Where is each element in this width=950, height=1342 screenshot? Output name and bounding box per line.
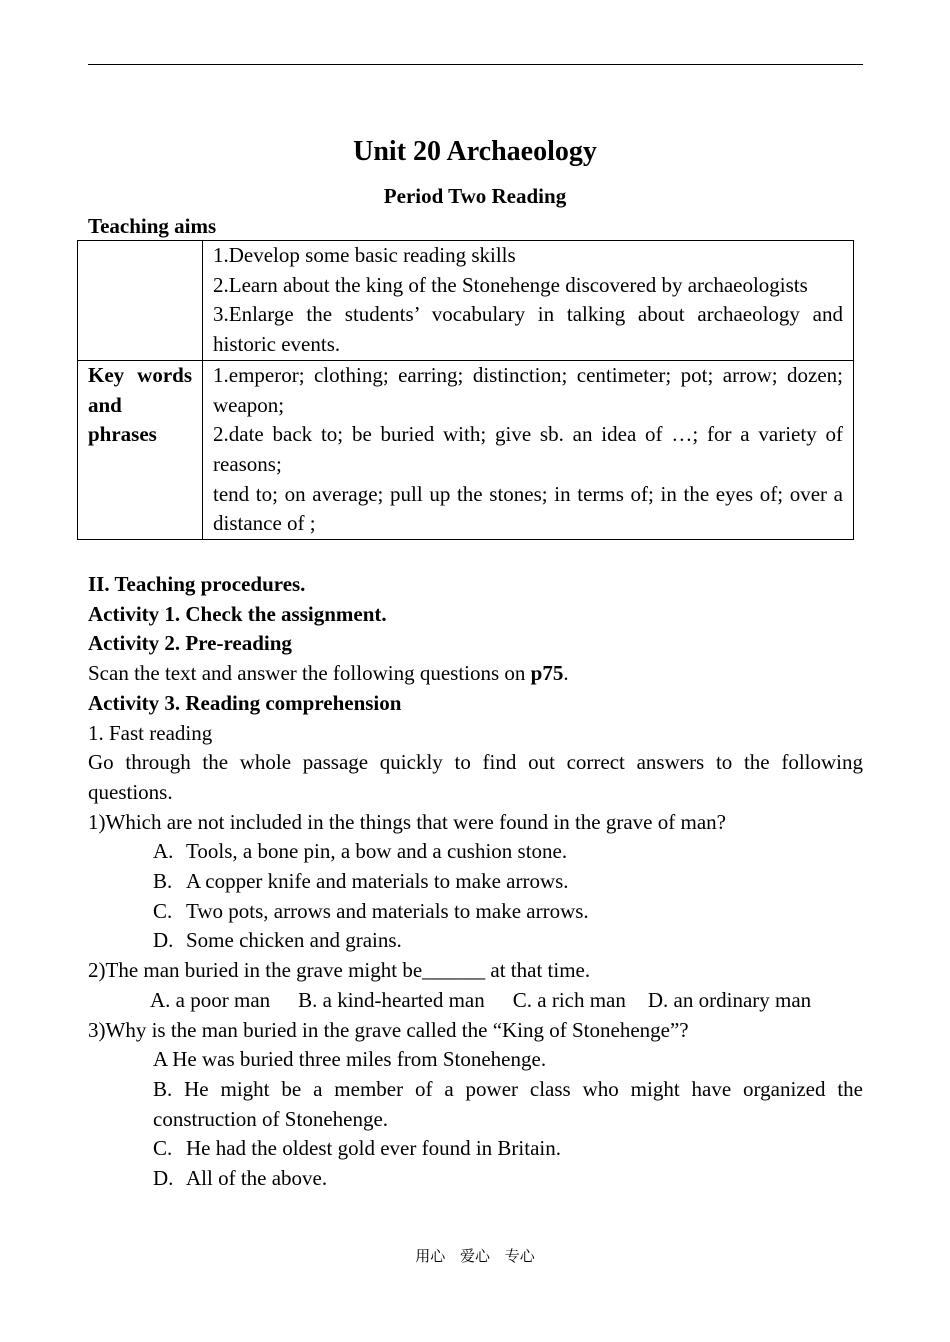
activity-2-heading: Activity 2. Pre-reading: [88, 631, 292, 656]
q3-option-c: C. He had the oldest gold ever found in Britain.: [153, 1136, 561, 1161]
q2-option-a: A. a poor man: [150, 987, 271, 1012]
question-1: 1)Which are not included in the things that were found in the grave of man?: [88, 809, 726, 834]
aims-row: [78, 241, 854, 361]
document-title: Unit 20 Archaeology: [353, 136, 597, 167]
q3-option-d: D. All of the above.: [153, 1166, 328, 1191]
q1-option-b: B. A copper knife and materials to make arrows.: [153, 869, 569, 894]
key-words-row: [78, 360, 854, 539]
q1-option-c: C. Two pots, arrows and materials to make arrows.: [153, 898, 589, 923]
page-footer: 用心 爱心 专心: [415, 1247, 535, 1265]
q2-options: [88, 986, 863, 1016]
q2-option-d: D. an ordinary man: [647, 987, 812, 1012]
aims-content-cell: [203, 241, 854, 361]
scan-instruction: [88, 659, 863, 689]
q3-option-a: A He was buried three miles from Stonehenge.: [153, 1047, 547, 1072]
q2-option-c: C. a rich man: [512, 987, 626, 1012]
aim-item: 2.Learn about the king of the Stonehenge discovered by archaeologists: [213, 272, 808, 297]
aim-item: 3.Enlarge the students’ vocabulary in talking about archaeology and historic events.: [213, 302, 843, 357]
aims-label-cell: [78, 241, 203, 361]
scan-text: Scan the text and answer the following questions on: [88, 661, 531, 686]
procedures-heading: II. Teaching procedures.: [88, 572, 306, 596]
scan-page-ref: p75: [530, 661, 564, 686]
aim-item: 1.Develop some basic reading skills: [213, 243, 516, 267]
fast-reading-instruction: Go through the whole passage quickly to find out correct answers to the following questions.: [88, 750, 863, 804]
key-words-label: Key words and phrases: [78, 360, 203, 539]
scan-end: .: [563, 661, 569, 686]
activity-1-heading: Activity 1. Check the assignment.: [88, 601, 387, 626]
question-2: 2)The man buried in the grave might be______ at that time.: [88, 958, 591, 983]
question-3: 3)Why is the man buried in the grave called the “King of Stonehenge”?: [88, 1017, 689, 1042]
key-words-line: tend to; on average; pull up the stones; in terms of; in the eyes of; over a distance of ;: [213, 481, 843, 536]
q1-option-d: D. Some chicken and grains.: [153, 928, 402, 953]
key-words-line: 2.date back to; be buried with; give sb. an idea of …; for a variety of reasons;: [213, 422, 843, 476]
q1-option-a: A. Tools, a bone pin, a bow and a cushion stone.: [153, 839, 568, 864]
key-words-line: 1.emperor; clothing; earring; distinction; centimeter; pot; arrow; dozen; weapon;: [213, 362, 843, 417]
header-rule: [88, 64, 863, 65]
procedures-section: [88, 570, 863, 1194]
teaching-aims-table: [77, 240, 854, 540]
document-subtitle: Period Two Reading: [383, 184, 567, 208]
q3-option-b: B. He might be a member of a power class who might have organized the construction of Stonehenge.: [153, 1076, 863, 1131]
fast-reading-heading: 1. Fast reading: [88, 720, 213, 745]
q2-option-b: B. a kind-hearted man: [298, 987, 485, 1012]
key-words-cell: [203, 360, 854, 539]
activity-3-heading: Activity 3. Reading comprehension: [88, 690, 402, 715]
teaching-aims-heading: Teaching aims: [88, 214, 217, 238]
